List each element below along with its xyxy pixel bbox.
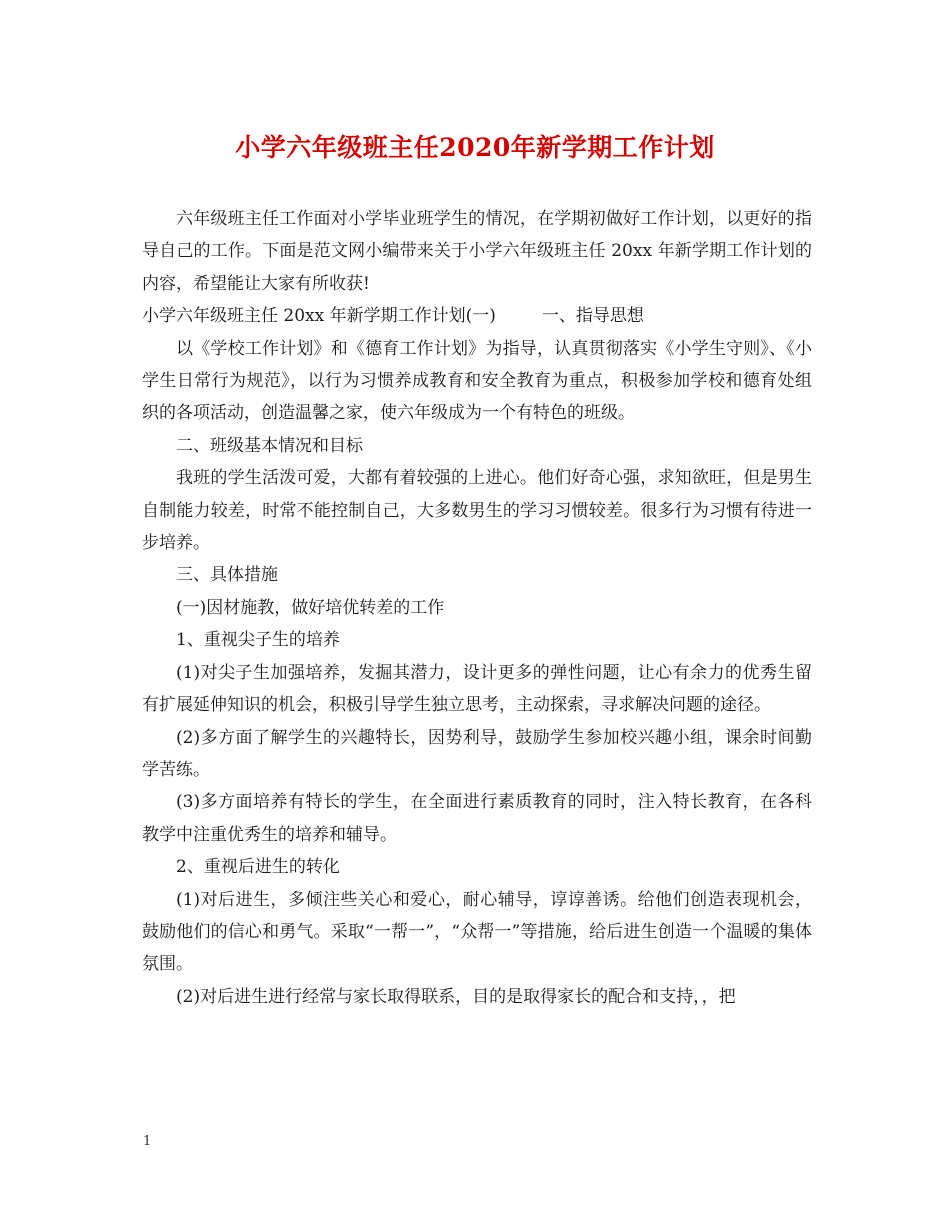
section-heading-measures: 三、具体措施 [176, 565, 278, 586]
class-situation-paragraph: 我班的学生活泼可爱，大都有着较强的上进心。他们好奇心强，求知欲旺，但是男生自制能力较差，时常不能控制自己，大多数男生的学习习惯较差。很多行为习惯有待进一步培养。 [142, 468, 812, 554]
plan-subtitle: 小学六年级班主任 20xx 年新学期工作计划(一) [142, 306, 496, 327]
page-number: 1 [143, 1134, 152, 1149]
struggling-students-point-2: (2)对后进生进行经常与家长取得联系，目的是取得家长的配合和支持，，把 [176, 986, 736, 1007]
subsection-heading-teaching: (一)因材施教，做好培优转差的工作 [176, 597, 445, 618]
section-heading-guiding-ideology: 一、指导思想 [541, 306, 644, 327]
top-students-point-1: (1)对尖子生加强培养，发掘其潜力，设计更多的弹性问题，让心有余力的优秀生留有扩展延伸知识的机会，积极引导学生独立思考，主动探索，寻求解决问题的途径。 [142, 662, 812, 716]
guiding-ideology-paragraph: 以《学校工作计划》和《德育工作计划》为指导，认真贯彻落实《小学生守则》、《小学生日常行为规范》，以行为习惯养成教育和安全教育为重点，积极参加学校和德育处组织的各项活动，创造温馨之家，使六年级成为一个有特色的班级。 [142, 338, 812, 424]
section-heading-class-situation: 二、班级基本情况和目标 [176, 435, 363, 456]
top-students-point-2: (2)多方面了解学生的兴趣特长，因势利导，鼓励学生参加校兴趣小组，课余时间勤学苦练。 [142, 727, 812, 780]
plan-heading-line [142, 300, 812, 332]
top-students-point-3: (3)多方面培养有特长的学生，在全面进行素质教育的同时，注入特长教育，在各科教学中注重优秀生的培养和辅导。 [142, 792, 812, 845]
item-heading-top-students: 1、重视尖子生的培养 [176, 630, 340, 651]
struggling-students-point-1: (1)对后进生，多倾注些关心和爱心，耐心辅导，谆谆善诱。给他们创造表现机会，鼓励他们的信心和勇气。采取“一帮一”，“众帮一”等措施，给后进生创造一个温暖的集体氛围。 [142, 889, 812, 975]
document-title: 小学六年级班主任2020年新学期工作计划 [235, 133, 715, 162]
item-heading-struggling-students: 2、重视后进生的转化 [176, 857, 340, 878]
document-body [142, 203, 812, 1013]
intro-paragraph: 六年级班主任工作面对小学毕业班学生的情况，在学期初做好工作计划，以更好的指导自己的工作。下面是范文网小编带来关于小学六年级班主任 20xx 年新学期工作计划的内容，希望能让大家有所收获! [142, 209, 812, 294]
